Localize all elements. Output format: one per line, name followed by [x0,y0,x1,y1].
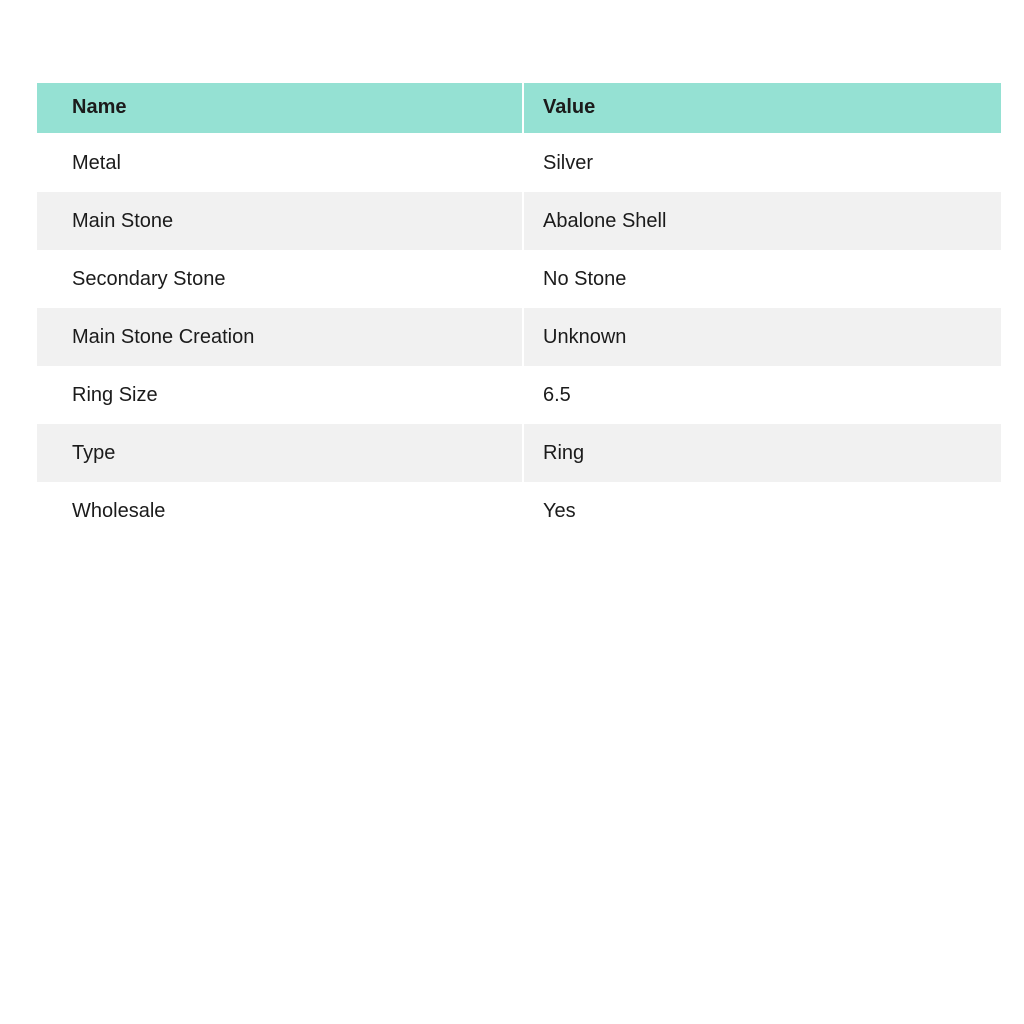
cell-name: Type [72,441,116,464]
table-row [37,308,1001,366]
cell-value: Ring [523,424,1001,482]
table-row [37,250,1001,308]
product-spec-table [37,83,1001,540]
cell-value: No Stone [523,250,1001,308]
table-body [37,134,1001,540]
table-row [37,482,1001,540]
cell-value: 6.5 [523,366,1001,424]
cell-name: Metal [72,152,121,175]
cell-value: Yes [523,482,1001,540]
column-header-name: Name [37,83,523,134]
cell-name: Main Stone Creation [72,325,255,348]
column-header-value: Value [523,83,1001,134]
spec-table-container [37,83,1001,540]
cell-name: Secondary Stone [72,267,226,290]
cell-name: Wholesale [72,499,166,522]
table-header [37,83,1001,134]
header-row [37,83,1001,134]
cell-value: Abalone Shell [523,192,1001,250]
cell-value: Silver [523,134,1001,192]
table-row [37,366,1001,424]
table-row [37,424,1001,482]
cell-name: Ring Size [72,383,158,406]
table-row [37,192,1001,250]
table-row [37,134,1001,192]
cell-value: Unknown [523,308,1001,366]
cell-name: Main Stone [72,209,174,232]
